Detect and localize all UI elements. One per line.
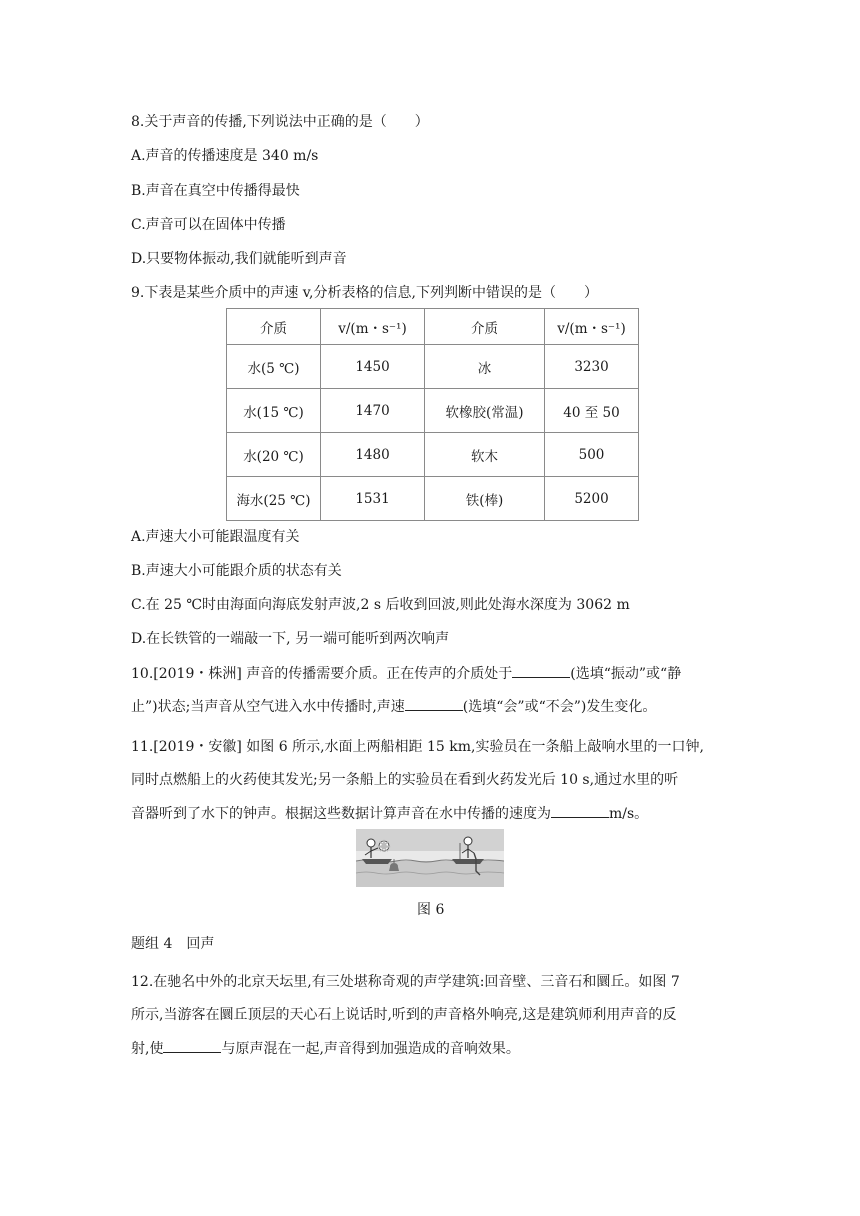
question-9-option-b: B.声速大小可能跟介质的状态有关	[131, 563, 342, 579]
table-cell: 冰	[425, 345, 545, 389]
question-8-stem: 8.关于声音的传播,下列说法中正确的是（ ）	[131, 114, 429, 130]
question-11-text: 音器听到了水下的钟声。根据这些数据计算声音在水中传播的速度为	[131, 806, 551, 822]
table-cell: 5200	[545, 477, 639, 521]
table-cell: 1470	[321, 389, 425, 433]
question-12-text: 射,使	[131, 1041, 164, 1057]
table-cell: 水(5 ℃)	[227, 345, 321, 389]
question-9-option-d: D.在长铁管的一端敲一下, 另一端可能听到两次响声	[131, 631, 450, 647]
answer-blank[interactable]	[551, 803, 609, 818]
question-10-text: (选填“振动”或“静	[570, 666, 682, 682]
table-cell: 40 至 50	[545, 389, 639, 433]
question-11-line-3	[131, 803, 648, 824]
answer-blank[interactable]	[163, 1038, 221, 1053]
table-cell: 铁(棒)	[425, 477, 545, 521]
question-10-line-1	[131, 663, 681, 684]
question-11-line-1: 11.[2019・安徽] 如图 6 所示,水面上两船相距 15 km,实验员在一条船上敲响水里的一口钟,	[131, 739, 704, 755]
table-cell: 海水(25 ℃)	[227, 477, 321, 521]
question-8-option-b: B.声音在真空中传播得最快	[131, 183, 300, 199]
table-cell: 水(20 ℃)	[227, 433, 321, 477]
question-10-line-2	[131, 696, 656, 717]
table-header-cell: v/(m・s⁻¹)	[321, 309, 425, 345]
table-cell: 1450	[321, 345, 425, 389]
question-9-stem: 9.下表是某些介质中的声速 v,分析表格的信息,下列判断中错误的是（ ）	[131, 285, 598, 301]
question-12-line-3	[131, 1038, 520, 1059]
question-10-text: 止”)状态;当声音从空气进入水中传播时,声速	[131, 699, 405, 715]
answer-blank[interactable]	[512, 663, 570, 678]
answer-blank[interactable]	[405, 696, 463, 711]
figure-6-illustration	[356, 829, 504, 887]
question-9-option-c: C.在 25 ℃时由海面向海底发射声波,2 s 后收到回波,则此处海水深度为 3062 m	[131, 597, 630, 613]
table-row	[227, 433, 639, 477]
table-header-row	[227, 309, 639, 345]
question-10-text: (选填“会”或“不会”)发生变化。	[462, 699, 657, 715]
table-cell: 3230	[545, 345, 639, 389]
table-row	[227, 477, 639, 521]
table-row	[227, 345, 639, 389]
table-cell: 软橡胶(常温)	[425, 389, 545, 433]
question-12-line-2: 所示,当游客在圜丘顶层的天心石上说话时,听到的声音格外响亮,这是建筑师利用声音的反	[131, 1007, 677, 1023]
question-8-option-d: D.只要物体振动,我们就能听到声音	[131, 251, 347, 267]
table-header-cell: v/(m・s⁻¹)	[545, 309, 639, 345]
table-row	[227, 389, 639, 433]
question-10-text: 10.[2019・株洲] 声音的传播需要介质。正在传声的介质处于	[131, 666, 513, 682]
question-8-option-c: C.声音可以在固体中传播	[131, 217, 286, 233]
figure-6-caption: 图 6	[417, 902, 445, 918]
table-cell: 软木	[425, 433, 545, 477]
table-cell: 500	[545, 433, 639, 477]
sound-speed-table	[226, 308, 639, 521]
question-12-text: 与原声混在一起,声音得到加强造成的音响效果。	[221, 1041, 520, 1057]
table-cell: 1531	[321, 477, 425, 521]
table-header-cell: 介质	[425, 309, 545, 345]
question-9-option-a: A.声速大小可能跟温度有关	[131, 529, 300, 545]
question-8-option-a: A.声音的传播速度是 340 m/s	[131, 148, 319, 164]
question-11-line-2: 同时点燃船上的火药使其发光;另一条船上的实验员在看到火药发光后 10 s,通过水里的听	[131, 772, 679, 788]
table-header-cell: 介质	[227, 309, 321, 345]
group-4-title: 题组 4 回声	[131, 936, 215, 952]
question-11-text: m/s。	[609, 806, 649, 822]
table-cell: 1480	[321, 433, 425, 477]
question-12-line-1: 12.在驰名中外的北京天坛里,有三处堪称奇观的声学建筑:回音壁、三音石和圜丘。如图 7	[131, 974, 680, 990]
table-cell: 水(15 ℃)	[227, 389, 321, 433]
